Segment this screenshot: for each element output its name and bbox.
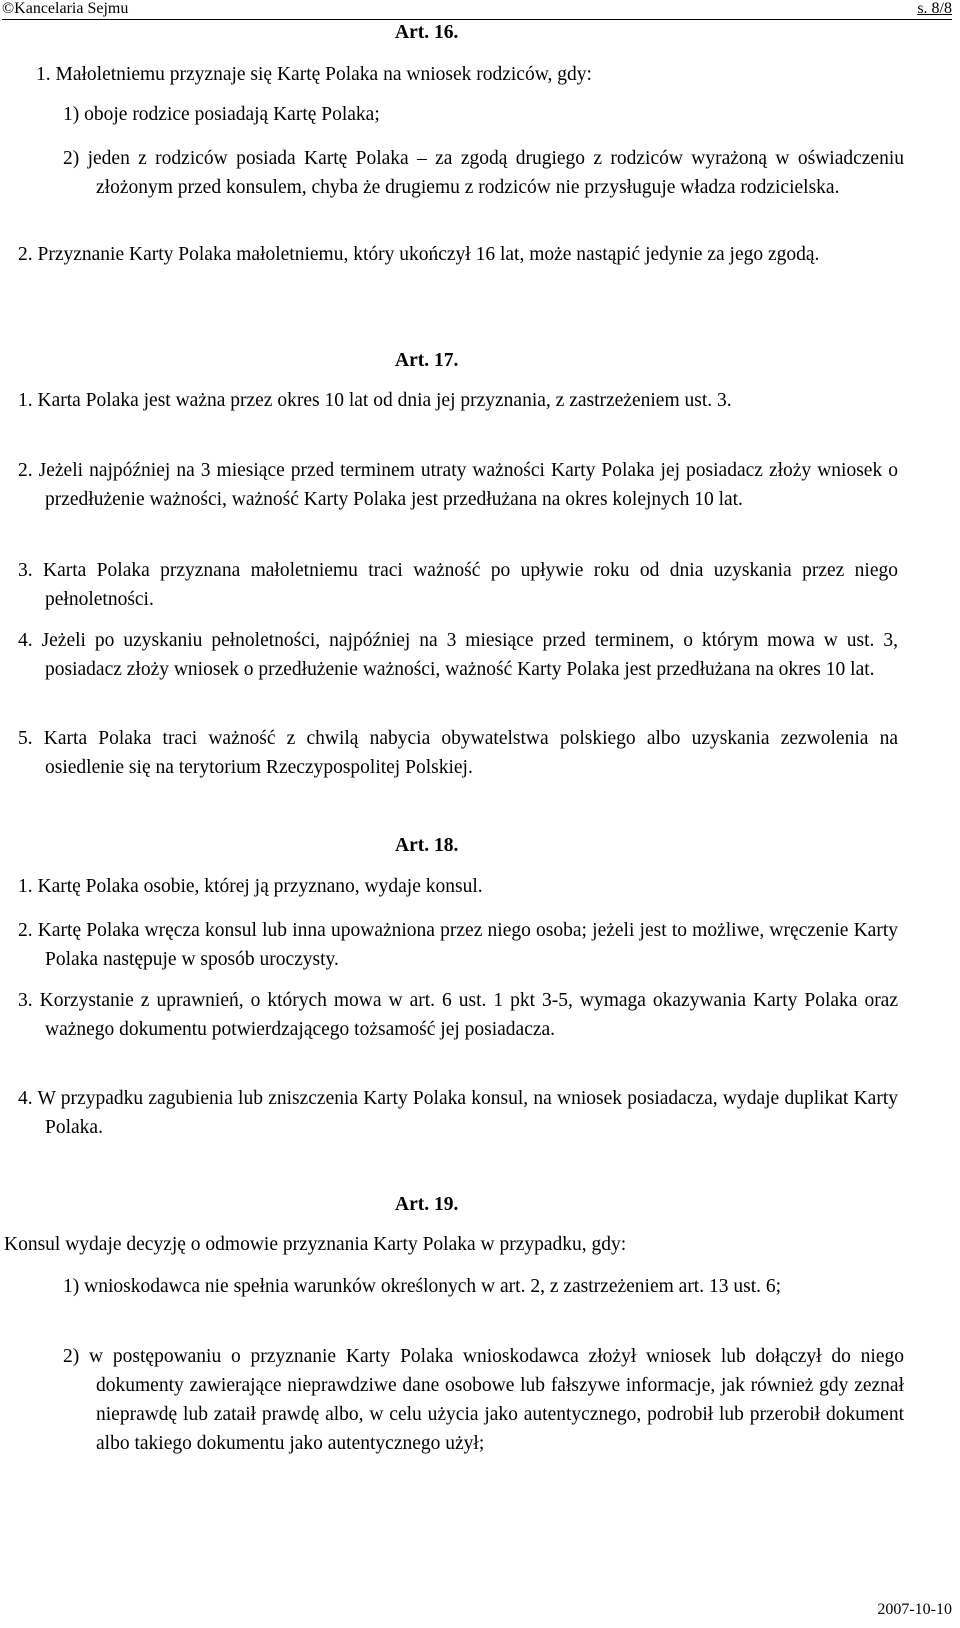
- article-19-title: Art. 19.: [395, 1194, 459, 1215]
- art17-p1: 1. Karta Polaka jest ważna przez okres 10 lat od dnia jej przyznania, z zastrzeżeniem ust. 3.: [18, 390, 732, 411]
- art19-intro: Konsul wydaje decyzję o odmowie przyznania Karty Polaka w przypadku, gdy:: [4, 1234, 627, 1255]
- art18-p1: 1. Kartę Polaka osobie, której ją przyznano, wydaje konsul.: [18, 876, 483, 897]
- art16-p2: 2. Przyznanie Karty Polaka małoletniemu, który ukończył 16 lat, może nastąpić jedynie za jego zgodą.: [18, 244, 820, 265]
- art17-p5: 5. Karta Polaka traci ważność z chwilą nabycia obywatelstwa polskiego albo uzyskania zezwolenia na osiedlenie się na terytorium Rzeczypospolitej Polskiej.: [18, 728, 898, 778]
- article-18-title: Art. 18.: [395, 835, 459, 856]
- art19-item2: 2) w postępowaniu o przyznanie Karty Polaka wnioskodawca złożył wniosek lub dołączył do niego dokumenty zawierające nieprawdziwe dane osobowe lub fałszywe informacje, jak również gdy zeznał nieprawdę lub zataił prawdę albo, w celu użycia jako autentycznego, podrobił lub przerobił dokument albo takiego dokumentu jako autentycznego użył;: [63, 1346, 904, 1454]
- art16-p1-intro: 1. Małoletniemu przyznaje się Kartę Polaka na wniosek rodziców, gdy:: [36, 64, 592, 85]
- footer-date: 2007-10-10: [877, 1601, 952, 1618]
- art18-p3: 3. Korzystanie z uprawnień, o których mowa w art. 6 ust. 1 pkt 3-5, wymaga okazywania Karty Polaka oraz ważnego dokumentu potwierdzającego tożsamość jej posiadacza.: [18, 990, 898, 1040]
- header-rule: [2, 19, 952, 20]
- art16-p1-item1: 1) oboje rodzice posiadają Kartę Polaka;: [63, 104, 380, 125]
- art16-p1-item2: 2) jeden z rodziców posiada Kartę Polaka – za zgodą drugiego z rodziców wyrażoną w oświadczeniu złożonym przed konsulem, chyba że drugiemu z rodziców nie przysługuje władza rodzicielska.: [63, 148, 904, 198]
- header-page-number: s. 8/8: [917, 0, 952, 17]
- art17-p3: 3. Karta Polaka przyznana małoletniemu traci ważność po upływie roku od dnia uzyskania przez niego pełnoletności.: [18, 560, 898, 610]
- art18-p4: 4. W przypadku zagubienia lub zniszczenia Karty Polaka konsul, na wniosek posiadacza, wydaje duplikat Karty Polaka.: [18, 1088, 898, 1138]
- art17-p2: 2. Jeżeli najpóźniej na 3 miesiące przed terminem utraty ważności Karty Polaka jej posiadacz złoży wniosek o przedłużenie ważności, ważność Karty Polaka jest przedłużana na okres kolejnych 10 lat.: [18, 460, 898, 510]
- header-publisher: ©Kancelaria Sejmu: [2, 0, 129, 17]
- art17-p4: 4. Jeżeli po uzyskaniu pełnoletności, najpóźniej na 3 miesiące przed terminem, o którym mowa w ust. 3, posiadacz złoży wniosek o przedłużenie ważności, ważność Karty Polaka jest przedłużana na okres 10 lat.: [18, 630, 898, 680]
- article-17-title: Art. 17.: [395, 350, 459, 371]
- art19-item1: 1) wnioskodawca nie spełnia warunków określonych w art. 2, z zastrzeżeniem art. 13 ust. 6;: [63, 1276, 782, 1297]
- article-16-title: Art. 16.: [395, 22, 459, 43]
- art18-p2: 2. Kartę Polaka wręcza konsul lub inna upoważniona przez niego osoba; jeżeli jest to możliwe, wręczenie Karty Polaka następuje w sposób uroczysty.: [18, 920, 898, 970]
